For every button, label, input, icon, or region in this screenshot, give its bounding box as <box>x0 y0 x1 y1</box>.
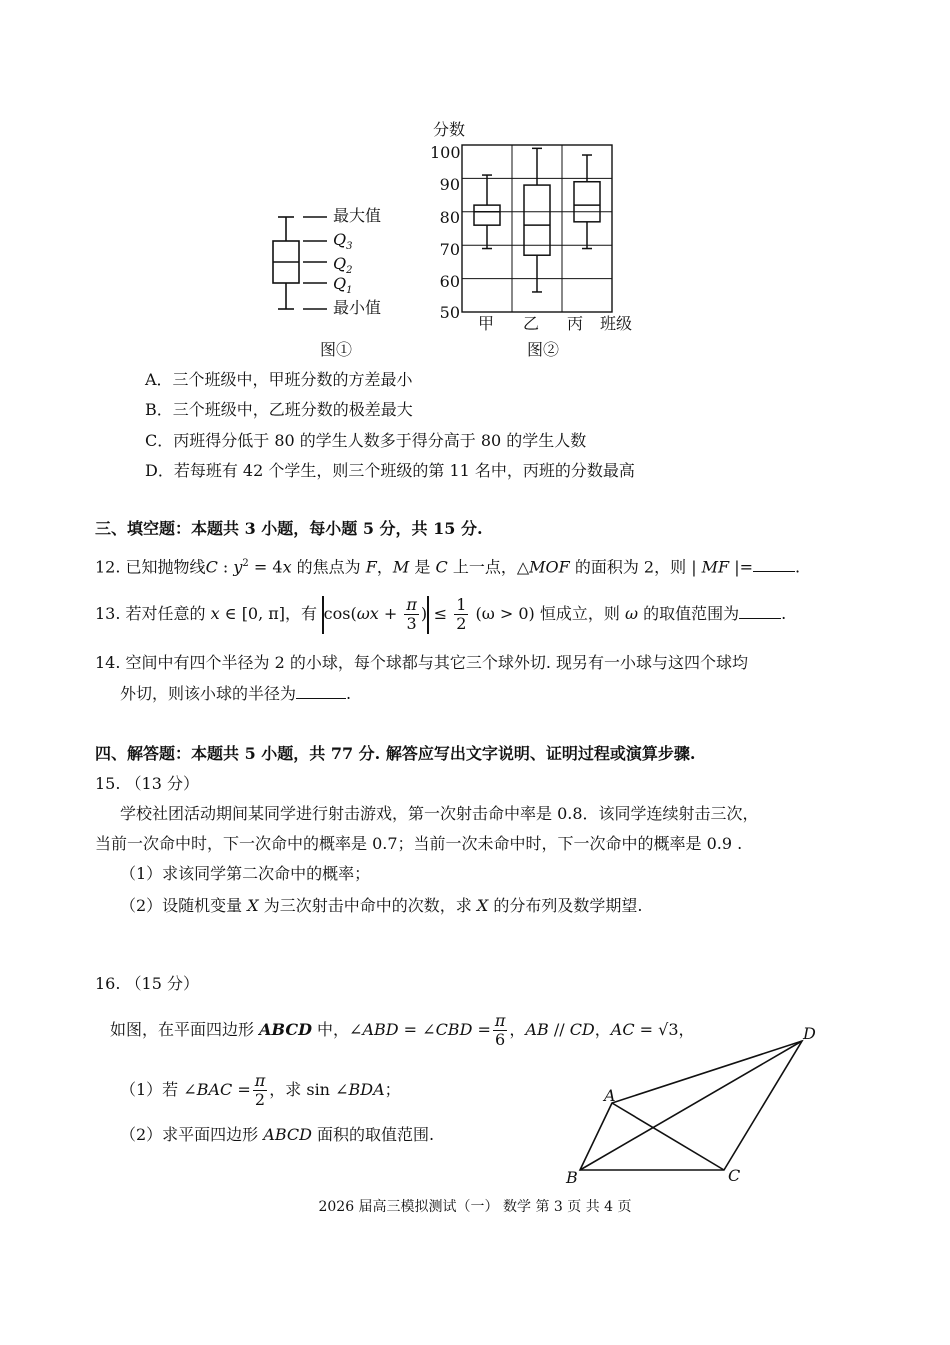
q3-label: $Q_3$ <box>333 230 353 253</box>
answer-blank <box>753 557 795 572</box>
chart-frame <box>462 145 612 312</box>
q2-label: $Q_2$ <box>333 254 353 277</box>
question-12: 12. 已知抛物线C : $y^2 = 4x$ 的焦点为 F，M 是 C 上一点，△MOF 的面积为 2，则 | MF |= . <box>95 557 801 577</box>
y-tick: 90 <box>439 175 460 194</box>
question-13: 13. 若对任意的 x ∈ [0, π]，有 cos(ωx + $\frac{\pi}{3}$ ) ≤ $\frac{1}{2}$ (ω > 0) 恒成立，则 ω 的取值范围为 . <box>95 595 787 633</box>
question-15-number: 15. （13 分） <box>95 774 199 793</box>
iqr-box <box>524 185 550 255</box>
y-tick: 70 <box>439 240 460 259</box>
option-b: B．三个班级中，乙班分数的极差最大 <box>145 400 413 419</box>
figure1-caption: 图① <box>320 340 353 359</box>
page-footer: 2026 届高三模拟测试（一） 数学 第 3 页 共 4 页 <box>318 1199 632 1215</box>
x-tick: 甲 <box>478 314 495 333</box>
y-axis-title: 分数 <box>433 120 466 139</box>
question-15-part1: （1）求该同学第二次命中的概率； <box>120 864 371 883</box>
option-a: A．三个班级中，甲班分数的方差最小 <box>145 370 413 389</box>
question-16-stem: 如图，在平面四边形 ABCD 中，∠ABD = ∠CBD = $\frac{\pi}{6}$ ，AB // CD，AC = √3， <box>110 1011 695 1049</box>
question-15-part2: （2）设随机变量 X 为三次射击中命中的次数，求 X 的分布列及数学期望. <box>120 896 643 915</box>
x-tick: 丙 <box>567 314 584 333</box>
question-16-number: 16. （15 分） <box>95 974 199 993</box>
question-15-stem-line2: 当前一次命中时，下一次命中的概率是 0.7；当前一次未命中时，下一次命中的概率是 0.9 . <box>95 834 743 853</box>
y-tick: 50 <box>439 303 460 322</box>
y-tick: 80 <box>439 208 460 227</box>
min-label: 最小值 <box>333 298 382 317</box>
q1-label: $Q_1$ <box>333 274 353 297</box>
point-label-a: A <box>604 1086 616 1105</box>
option-d: D．若每班有 42 个学生，则三个班级的第 11 名中，丙班的分数最高 <box>145 461 635 480</box>
question-14-line1: 14. 空间中有四个半径为 2 的小球，每个球都与其它三个球外切. 现另有一小球与这四个球均 <box>95 653 749 672</box>
answer-blank <box>296 684 346 699</box>
question-15-stem-line1: 学校社团活动期间某同学进行射击游戏，第一次射击命中率是 0.8．该同学连续射击三次， <box>120 804 759 823</box>
option-c: C．丙班得分低于 80 的学生人数多于得分高于 80 的学生人数 <box>145 431 587 450</box>
point-label-c: C <box>728 1166 741 1185</box>
figure2-caption: 图② <box>527 340 560 359</box>
point-label-d: D <box>803 1024 816 1043</box>
point-label-b: B <box>566 1168 578 1187</box>
section4-heading: 四、解答题：本题共 5 小题，共 77 分. 解答应写出文字说明、证明过程或演算步骤. <box>95 744 696 763</box>
y-tick: 60 <box>439 272 460 291</box>
iqr-box <box>574 182 600 222</box>
iqr-box <box>474 205 500 225</box>
x-axis-title: 班级 <box>600 314 633 333</box>
section3-heading: 三、填空题：本题共 3 小题，每小题 5 分，共 15 分. <box>95 519 483 538</box>
question-16-part2: （2）求平面四边形 ABCD 面积的取值范围. <box>120 1125 435 1144</box>
y-tick: 100 <box>430 143 461 162</box>
answer-blank <box>739 604 781 619</box>
box-1 <box>474 175 500 248</box>
box-2 <box>524 148 550 292</box>
max-label: 最大值 <box>333 206 382 225</box>
question-14-line2: 外切，则该小球的半径为 . <box>120 684 352 703</box>
x-tick: 乙 <box>523 314 540 333</box>
box-3 <box>574 155 600 249</box>
question-16-part1: （1）若 ∠BAC = $\frac{\pi}{2}$ ，求 sin ∠BDA； <box>120 1071 401 1109</box>
